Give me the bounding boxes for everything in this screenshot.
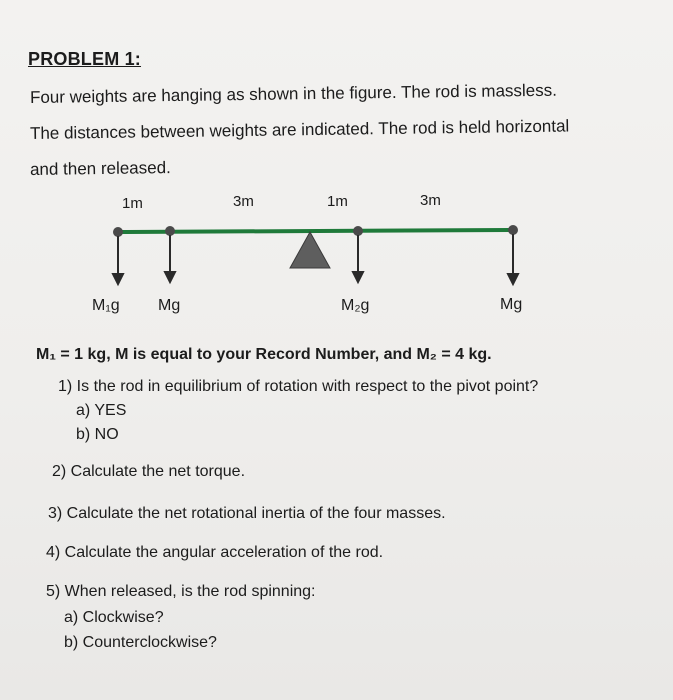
question-5-option-a: a) Clockwise? (64, 609, 164, 626)
question-1-option-a: a) YES (76, 402, 127, 419)
weight-point-4 (508, 225, 518, 235)
weight-point-3 (353, 226, 363, 236)
intro-line-2: The distances between weights are indicated. The rod is held horizontal (29, 116, 570, 143)
arrowhead-1 (113, 274, 123, 284)
distance-label-4: 3m (420, 192, 441, 209)
problem-title: PROBLEM 1: (28, 49, 142, 69)
pivot-triangle (290, 232, 330, 268)
question-1: 1) Is the rod in equilibrium of rotation with respect to the pivot point? (58, 378, 539, 395)
distance-label-1: 1m (122, 195, 143, 212)
mass-label-mg-right: Mg (500, 296, 523, 313)
question-5-option-b: b) Counterclockwise? (64, 634, 217, 651)
weight-point-2 (165, 226, 175, 236)
question-3: 3) Calculate the net rotational inertia of the four masses. (48, 505, 446, 522)
arrowhead-4 (508, 274, 518, 284)
question-5: 5) When released, is the rod spinning: (46, 583, 316, 600)
mass-label-m2g: M₂g (341, 297, 370, 314)
distance-label-2: 3m (233, 193, 254, 210)
mass-label-mg-left: Mg (158, 297, 181, 314)
question-4: 4) Calculate the angular acceleration of the rod. (46, 544, 384, 561)
mass-label-m1g: M₁g (92, 297, 120, 314)
given-values: M₁ = 1 kg, M is equal to your Record Number, and M₂ = 4 kg. (36, 346, 492, 363)
intro-line-1: Four weights are hanging as shown in the figure. The rod is massless. (29, 80, 558, 107)
arrowhead-2 (165, 272, 175, 282)
question-2: 2) Calculate the net torque. (52, 463, 246, 480)
distance-label-3: 1m (327, 193, 348, 210)
question-1-option-b: b) NO (76, 426, 119, 443)
arrowhead-3 (353, 272, 363, 282)
intro-line-3: and then released. (29, 158, 171, 179)
massless-rod (118, 230, 514, 232)
weight-point-1 (113, 227, 123, 237)
